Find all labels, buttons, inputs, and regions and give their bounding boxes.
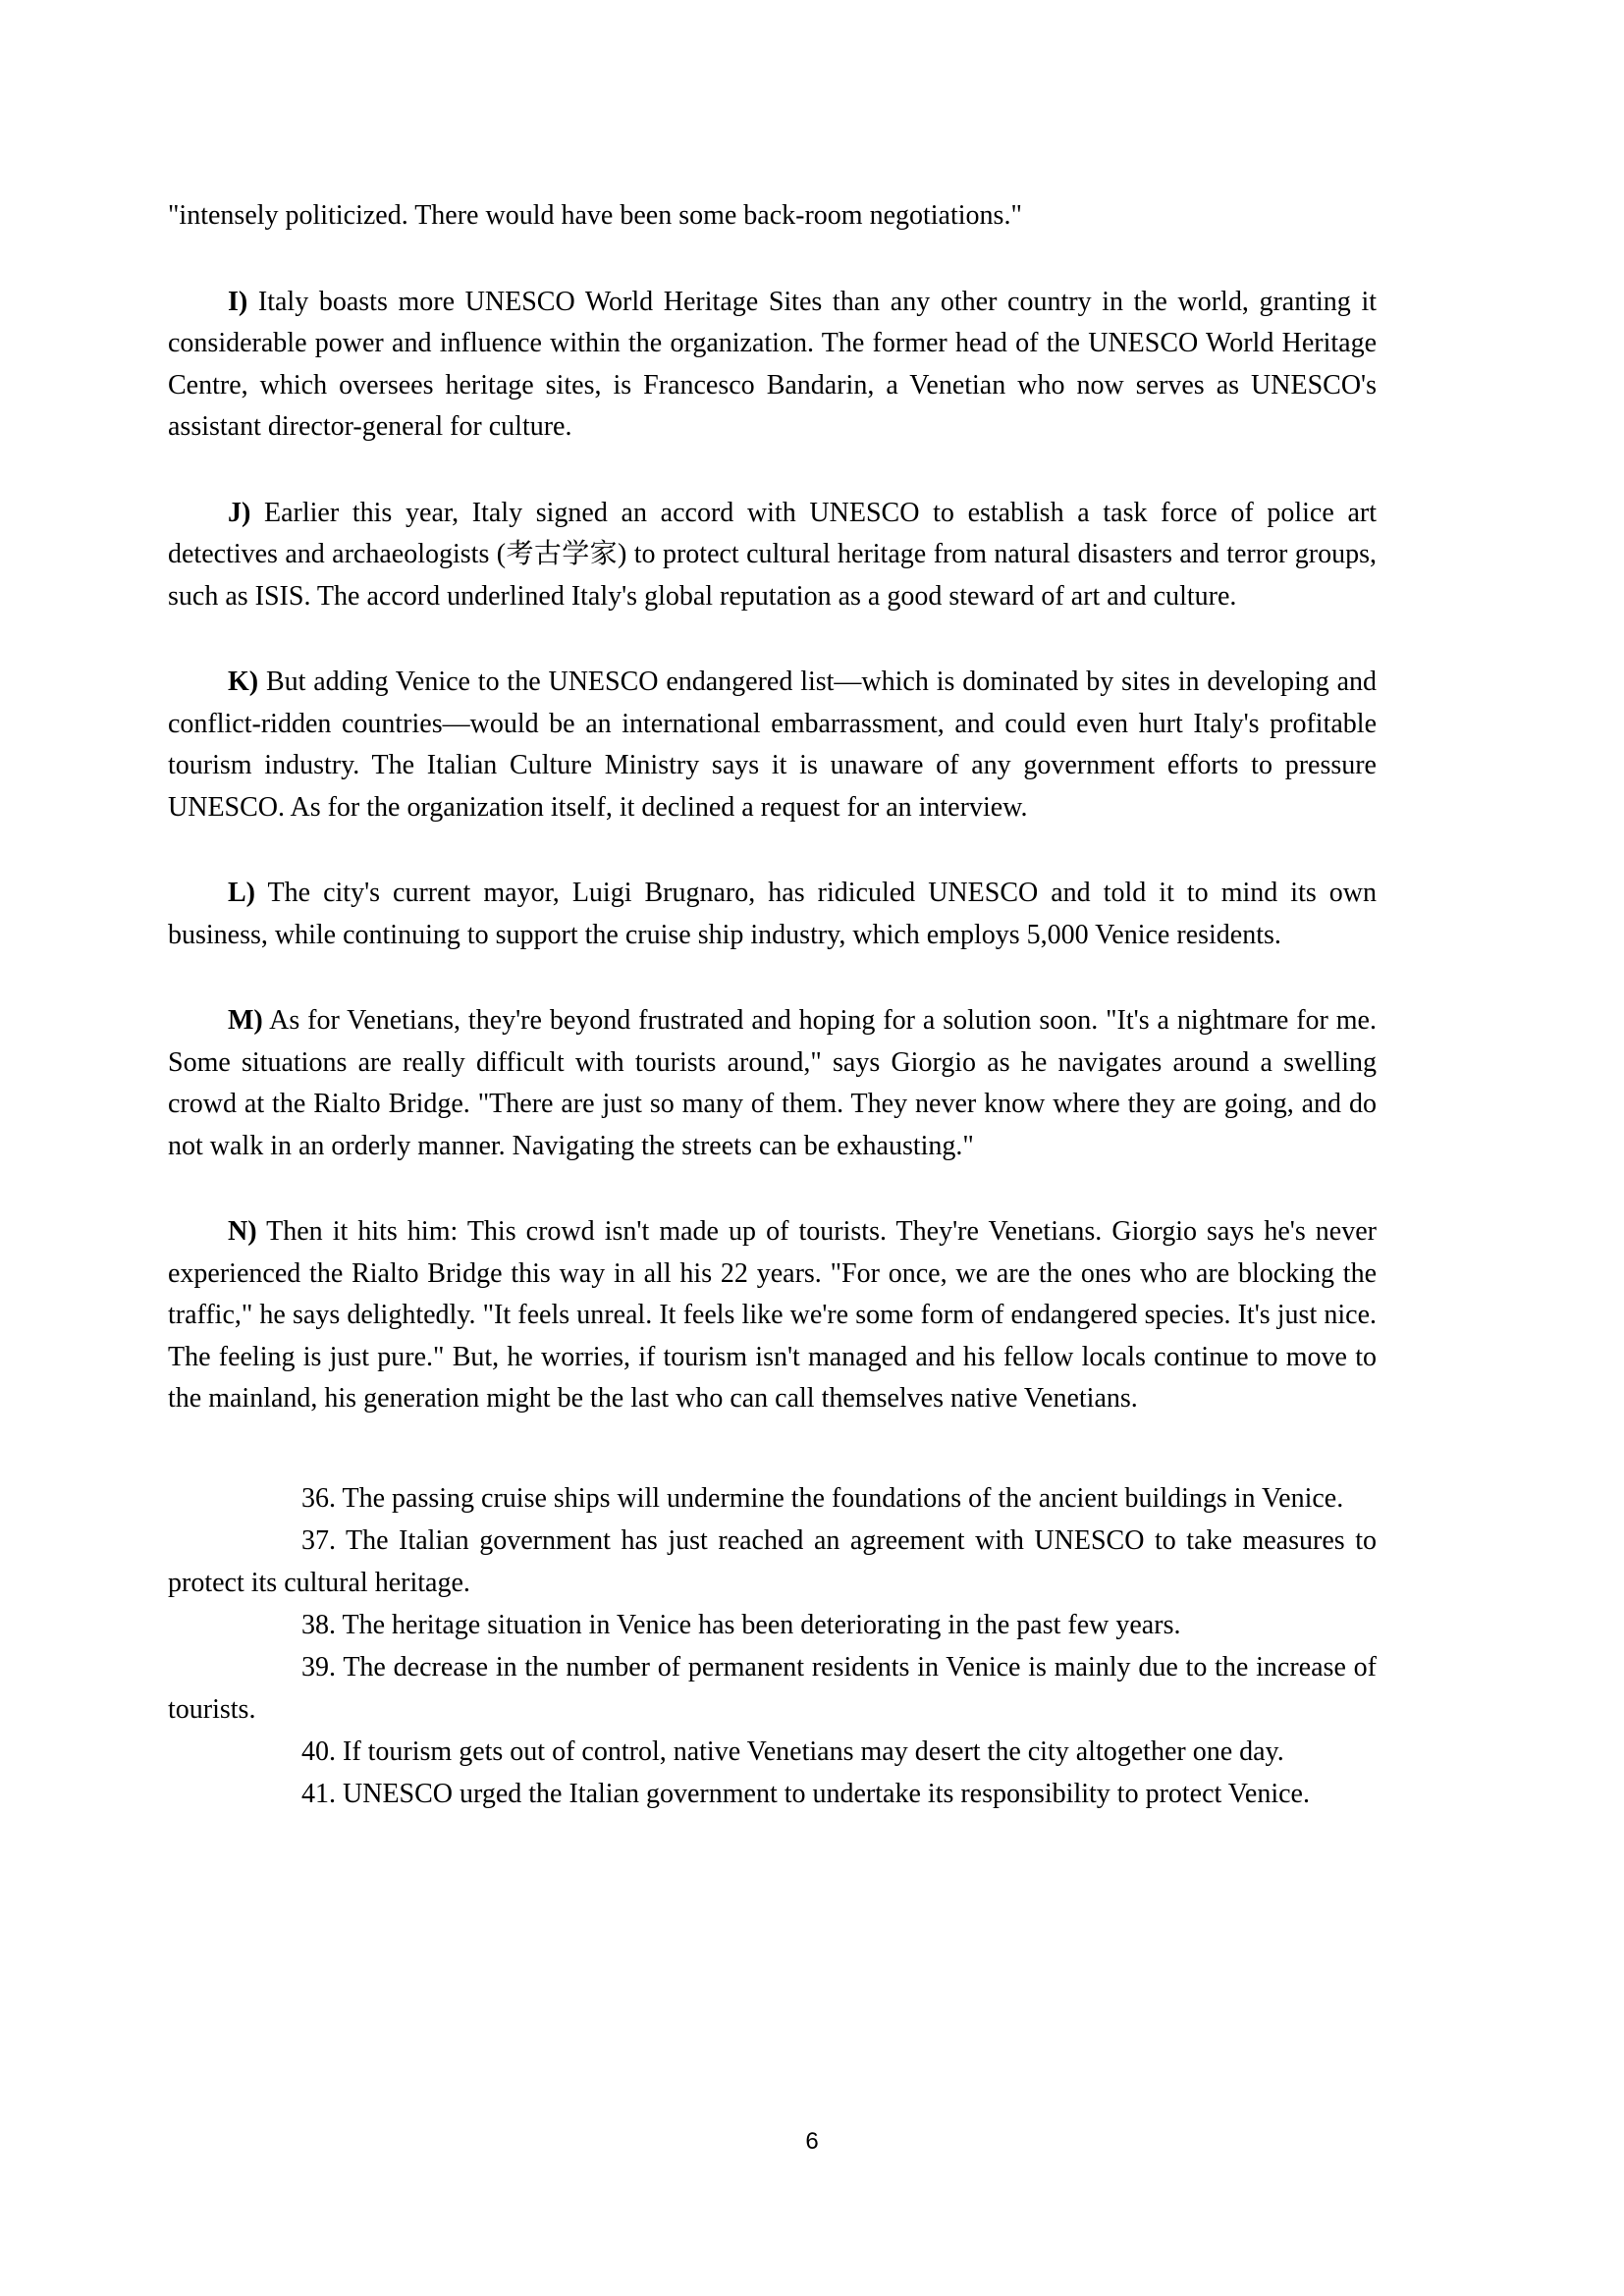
paragraph-l: [168, 873, 1377, 956]
statement-list: [168, 1477, 1377, 1815]
statement-38-number: 38.: [301, 1609, 336, 1640]
statement-40: [168, 1731, 1377, 1773]
paragraph-m: [168, 1000, 1377, 1167]
statement-39-number: 39.: [301, 1651, 336, 1682]
paragraph-label-l: L): [228, 878, 255, 908]
statement-40-text: If tourism gets out of control, native Venetians may desert the city altogether one day.: [343, 1735, 1284, 1767]
statement-41-number: 41.: [301, 1778, 336, 1809]
text-content: [168, 195, 1377, 1815]
statement-37-text: The Italian government has just reached an agreement with UNESCO to take measures to protect its cultural heritage.: [168, 1524, 1377, 1598]
paragraph-text-i: Italy boasts more UNESCO World Heritage Sites than any other country in the world, granting it considerable power and influence within the organization. The former head of the UNESCO World Heritage Centre, which oversees heritage sites, is Francesco Bandarin, a Venetian who now serves as UNESCO's assistant director-general for culture.: [168, 286, 1378, 442]
paragraph-label-k: K): [228, 667, 259, 697]
statement-37-number: 37.: [301, 1524, 336, 1556]
statement-38-text: The heritage situation in Venice has been deteriorating in the past few years.: [342, 1609, 1181, 1640]
paragraph-k: [168, 662, 1377, 828]
paragraph-label-i: I): [228, 286, 248, 317]
statement-41-text: UNESCO urged the Italian government to undertake its responsibility to protect Venice.: [343, 1778, 1310, 1809]
paragraph-label-n: N): [228, 1216, 257, 1247]
paragraph-text-k: But adding Venice to the UNESCO endangered list—which is dominated by sites in developing and conflict-ridden countries—would be an international embarrassment, and could even hurt Italy's profitable tourism industry. The Italian Culture Ministry says it is unaware of any government efforts to pressure UNESCO. As for the organization itself, it declined a request for an interview.: [168, 667, 1377, 823]
paragraph-text-n: Then it hits him: This crowd isn't made up of tourists. They're Venetians. Giorgio says he's never experienced the Rialto Bridge this way in all his 22 years. "For once, we are the ones who are blocking the traffic," he says delightedly. "It feels unreal. It feels like we're some form of endangered species. It's just nice. The feeling is just pure." But, he worries, if tourism isn't managed and his fellow locals continue to move to the mainland, his generation might be the last who can call themselves native Venetians.: [168, 1216, 1377, 1414]
paragraph-text-l: The city's current mayor, Luigi Brugnaro, has ridiculed UNESCO and told it to mind its own business, while continuing to support the cruise ship industry, which employs 5,000 Venice residents.: [168, 878, 1377, 950]
intro-paragraph: "intensely politicized. There would have been some back-room negotiations.": [168, 200, 1022, 231]
paragraph-label-m: M): [228, 1005, 263, 1036]
statement-39-text: The decrease in the number of permanent residents in Venice is mainly due to the increase of tourists.: [168, 1651, 1377, 1725]
paragraph-i: [168, 282, 1377, 449]
statement-36-text: The passing cruise ships will undermine the foundations of the ancient buildings in Venice.: [342, 1482, 1344, 1514]
page-number: 6: [805, 2128, 819, 2155]
statement-37: [168, 1520, 1377, 1604]
paragraph-n: [168, 1211, 1377, 1420]
statement-36: [168, 1477, 1377, 1520]
statement-36-number: 36.: [301, 1482, 336, 1514]
paragraph-j: [168, 493, 1377, 618]
statement-38: [168, 1604, 1377, 1646]
statement-39: [168, 1646, 1377, 1731]
statement-41: [168, 1773, 1377, 1815]
statement-40-number: 40.: [301, 1735, 336, 1767]
paragraph-text-j: Earlier this year, Italy signed an accord with UNESCO to establish a task force of police art detectives and archaeologists (考古学家) to protect cultural heritage from natural disasters and terror groups, such as ISIS. The accord underlined Italy's global reputation as a good steward of art and culture.: [168, 497, 1377, 612]
paragraph-label-j: J): [228, 497, 251, 528]
paragraph-text-m: As for Venetians, they're beyond frustrated and hoping for a solution soon. "It's a nightmare for me. Some situations are really difficult with tourists around," says Giorgio as he navigates around a swelling crowd at the Rialto Bridge. "There are just so many of them. They never know where they are going, and do not walk in an orderly manner. Navigating the streets can be exhausting.": [168, 1005, 1377, 1161]
